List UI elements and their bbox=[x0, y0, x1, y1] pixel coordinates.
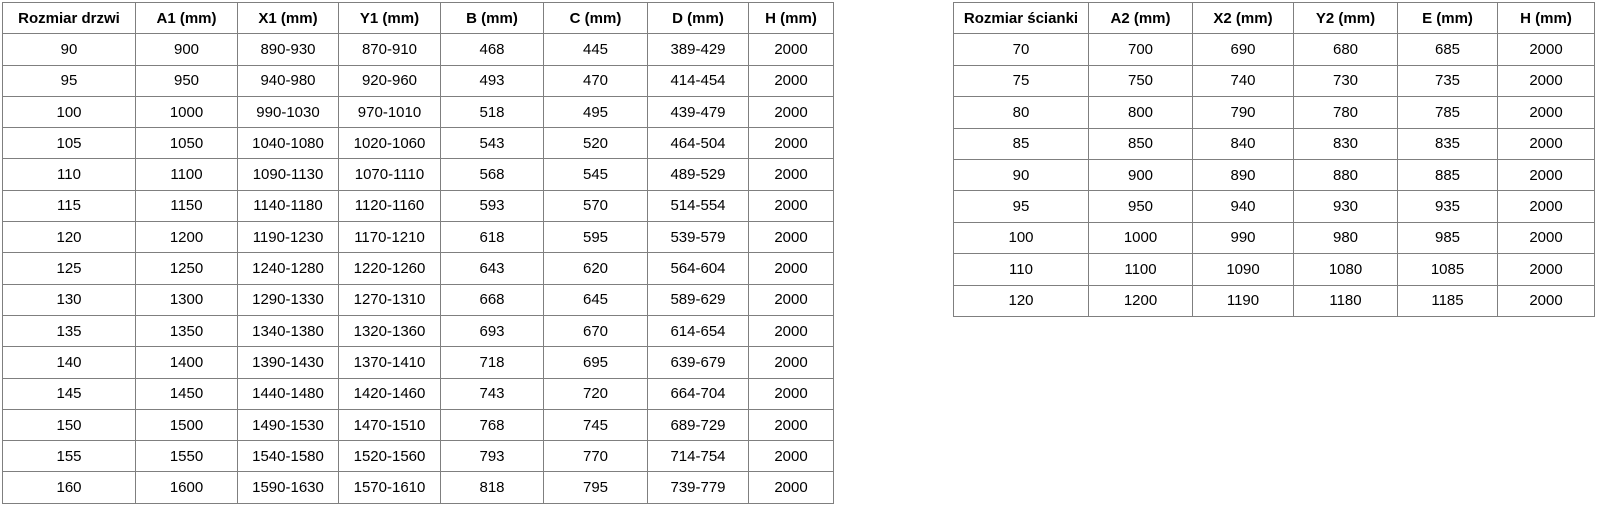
table-cell: 970-1010 bbox=[339, 96, 441, 127]
table-cell: 1470-1510 bbox=[339, 409, 441, 440]
table-row bbox=[3, 222, 834, 253]
table-cell: 940 bbox=[1193, 191, 1294, 222]
table-cell: 670 bbox=[544, 315, 648, 346]
table-cell: 1400 bbox=[136, 347, 238, 378]
table-cell: 818 bbox=[441, 472, 544, 503]
table-row bbox=[954, 191, 1595, 222]
table-cell: 2000 bbox=[1498, 285, 1595, 316]
table-cell: 1100 bbox=[1089, 254, 1193, 285]
table-cell: 618 bbox=[441, 222, 544, 253]
table-row bbox=[3, 34, 834, 65]
table-cell: 140 bbox=[3, 347, 136, 378]
table-cell: 718 bbox=[441, 347, 544, 378]
column-header: E (mm) bbox=[1398, 3, 1498, 34]
table-cell: 689-729 bbox=[648, 409, 749, 440]
table-cell: 793 bbox=[441, 441, 544, 472]
table-cell: 1250 bbox=[136, 253, 238, 284]
table-cell: 1200 bbox=[136, 222, 238, 253]
table-cell: 785 bbox=[1398, 97, 1498, 128]
table-cell: 520 bbox=[544, 128, 648, 159]
column-header: A1 (mm) bbox=[136, 3, 238, 34]
table-cell: 1070-1110 bbox=[339, 159, 441, 190]
table-cell: 900 bbox=[1089, 159, 1193, 190]
table-cell: 2000 bbox=[749, 96, 834, 127]
table-cell: 2000 bbox=[749, 284, 834, 315]
table-cell: 155 bbox=[3, 441, 136, 472]
table-cell: 115 bbox=[3, 190, 136, 221]
table-cell: 1570-1610 bbox=[339, 472, 441, 503]
column-header: Y2 (mm) bbox=[1294, 3, 1398, 34]
table-cell: 1020-1060 bbox=[339, 128, 441, 159]
table-cell: 2000 bbox=[749, 472, 834, 503]
table-cell: 1450 bbox=[136, 378, 238, 409]
table-cell: 589-629 bbox=[648, 284, 749, 315]
table-row bbox=[954, 65, 1595, 96]
table-cell: 1050 bbox=[136, 128, 238, 159]
table-row bbox=[3, 472, 834, 503]
table-cell: 1440-1480 bbox=[238, 378, 339, 409]
table-cell: 885 bbox=[1398, 159, 1498, 190]
table-cell: 145 bbox=[3, 378, 136, 409]
column-header: H (mm) bbox=[1498, 3, 1595, 34]
table-cell: 1100 bbox=[136, 159, 238, 190]
table-cell: 890 bbox=[1193, 159, 1294, 190]
table-row bbox=[3, 65, 834, 96]
table-row bbox=[3, 409, 834, 440]
table-cell: 95 bbox=[3, 65, 136, 96]
table-cell: 685 bbox=[1398, 34, 1498, 65]
table-cell: 850 bbox=[1089, 128, 1193, 159]
table-row bbox=[3, 96, 834, 127]
table-cell: 135 bbox=[3, 315, 136, 346]
table-cell: 120 bbox=[954, 285, 1089, 316]
table-cell: 770 bbox=[544, 441, 648, 472]
table-cell: 1320-1360 bbox=[339, 315, 441, 346]
table-cell: 1340-1380 bbox=[238, 315, 339, 346]
table-row bbox=[3, 315, 834, 346]
table-cell: 1300 bbox=[136, 284, 238, 315]
table-cell: 75 bbox=[954, 65, 1089, 96]
table-cell: 90 bbox=[3, 34, 136, 65]
table-cell: 545 bbox=[544, 159, 648, 190]
table-row bbox=[3, 378, 834, 409]
table-cell: 730 bbox=[1294, 65, 1398, 96]
table-cell: 740 bbox=[1193, 65, 1294, 96]
table-cell: 990-1030 bbox=[238, 96, 339, 127]
table-cell: 1500 bbox=[136, 409, 238, 440]
table-cell: 160 bbox=[3, 472, 136, 503]
table-cell: 920-960 bbox=[339, 65, 441, 96]
table-cell: 2000 bbox=[1498, 97, 1595, 128]
table-cell: 2000 bbox=[749, 222, 834, 253]
column-header: D (mm) bbox=[648, 3, 749, 34]
table-row bbox=[954, 159, 1595, 190]
table-cell: 930 bbox=[1294, 191, 1398, 222]
table-cell: 1290-1330 bbox=[238, 284, 339, 315]
table-cell: 720 bbox=[544, 378, 648, 409]
column-header: X2 (mm) bbox=[1193, 3, 1294, 34]
table-cell: 1520-1560 bbox=[339, 441, 441, 472]
table-cell: 539-579 bbox=[648, 222, 749, 253]
table-cell: 620 bbox=[544, 253, 648, 284]
table-cell: 835 bbox=[1398, 128, 1498, 159]
table-cell: 125 bbox=[3, 253, 136, 284]
table-row bbox=[954, 254, 1595, 285]
table-cell: 2000 bbox=[1498, 34, 1595, 65]
table-cell: 695 bbox=[544, 347, 648, 378]
table-cell: 414-454 bbox=[648, 65, 749, 96]
table-row bbox=[954, 128, 1595, 159]
table-cell: 120 bbox=[3, 222, 136, 253]
table-cell: 2000 bbox=[1498, 128, 1595, 159]
table-cell: 614-654 bbox=[648, 315, 749, 346]
column-header: H (mm) bbox=[749, 3, 834, 34]
table-cell: 543 bbox=[441, 128, 544, 159]
table-cell: 1150 bbox=[136, 190, 238, 221]
table-cell: 568 bbox=[441, 159, 544, 190]
table-cell: 840 bbox=[1193, 128, 1294, 159]
table-cell: 714-754 bbox=[648, 441, 749, 472]
table-cell: 1540-1580 bbox=[238, 441, 339, 472]
table-cell: 2000 bbox=[749, 34, 834, 65]
table-cell: 470 bbox=[544, 65, 648, 96]
column-header: A2 (mm) bbox=[1089, 3, 1193, 34]
table-cell: 1490-1530 bbox=[238, 409, 339, 440]
column-header: X1 (mm) bbox=[238, 3, 339, 34]
table-cell: 2000 bbox=[749, 159, 834, 190]
table-cell: 830 bbox=[1294, 128, 1398, 159]
table-cell: 639-679 bbox=[648, 347, 749, 378]
table-cell: 445 bbox=[544, 34, 648, 65]
table-row bbox=[3, 253, 834, 284]
table-cell: 110 bbox=[954, 254, 1089, 285]
table-cell: 110 bbox=[3, 159, 136, 190]
table-cell: 2000 bbox=[749, 409, 834, 440]
table-cell: 940-980 bbox=[238, 65, 339, 96]
table-cell: 900 bbox=[136, 34, 238, 65]
table-cell: 95 bbox=[954, 191, 1089, 222]
table-cell: 1000 bbox=[136, 96, 238, 127]
table-cell: 1600 bbox=[136, 472, 238, 503]
door-size-table bbox=[2, 2, 834, 504]
table-cell: 1140-1180 bbox=[238, 190, 339, 221]
table-cell: 1190-1230 bbox=[238, 222, 339, 253]
table-cell: 1085 bbox=[1398, 254, 1498, 285]
table-cell: 1000 bbox=[1089, 222, 1193, 253]
table-cell: 645 bbox=[544, 284, 648, 315]
table-cell: 750 bbox=[1089, 65, 1193, 96]
table-cell: 780 bbox=[1294, 97, 1398, 128]
column-header: C (mm) bbox=[544, 3, 648, 34]
table-cell: 80 bbox=[954, 97, 1089, 128]
table-cell: 690 bbox=[1193, 34, 1294, 65]
table-cell: 743 bbox=[441, 378, 544, 409]
table-cell: 2000 bbox=[1498, 254, 1595, 285]
table-cell: 2000 bbox=[749, 190, 834, 221]
table-cell: 2000 bbox=[1498, 65, 1595, 96]
table-cell: 518 bbox=[441, 96, 544, 127]
table-cell: 150 bbox=[3, 409, 136, 440]
table-cell: 693 bbox=[441, 315, 544, 346]
table-cell: 700 bbox=[1089, 34, 1193, 65]
table-cell: 935 bbox=[1398, 191, 1498, 222]
table-cell: 2000 bbox=[749, 315, 834, 346]
table-row bbox=[954, 97, 1595, 128]
header-row bbox=[3, 3, 834, 34]
wall-size-table bbox=[953, 2, 1595, 317]
table-cell: 100 bbox=[3, 96, 136, 127]
table-cell: 468 bbox=[441, 34, 544, 65]
table-row bbox=[954, 285, 1595, 316]
table-cell: 2000 bbox=[1498, 222, 1595, 253]
table-row bbox=[3, 347, 834, 378]
table-cell: 1090-1130 bbox=[238, 159, 339, 190]
table-cell: 1370-1410 bbox=[339, 347, 441, 378]
table-cell: 1180 bbox=[1294, 285, 1398, 316]
table-cell: 1390-1430 bbox=[238, 347, 339, 378]
table-cell: 735 bbox=[1398, 65, 1498, 96]
table-cell: 593 bbox=[441, 190, 544, 221]
table-cell: 1590-1630 bbox=[238, 472, 339, 503]
table-cell: 1185 bbox=[1398, 285, 1498, 316]
table-cell: 1090 bbox=[1193, 254, 1294, 285]
column-header: Rozmiar ścianki bbox=[954, 3, 1089, 34]
table-cell: 1350 bbox=[136, 315, 238, 346]
table-cell: 880 bbox=[1294, 159, 1398, 190]
table-cell: 495 bbox=[544, 96, 648, 127]
table-cell: 745 bbox=[544, 409, 648, 440]
column-header: Rozmiar drzwi bbox=[3, 3, 136, 34]
table-cell: 570 bbox=[544, 190, 648, 221]
column-header: B (mm) bbox=[441, 3, 544, 34]
table-row bbox=[3, 441, 834, 472]
table-cell: 439-479 bbox=[648, 96, 749, 127]
table-cell: 2000 bbox=[1498, 159, 1595, 190]
table-cell: 1190 bbox=[1193, 285, 1294, 316]
table-cell: 1550 bbox=[136, 441, 238, 472]
table-row bbox=[954, 34, 1595, 65]
table-cell: 790 bbox=[1193, 97, 1294, 128]
table-cell: 985 bbox=[1398, 222, 1498, 253]
table-cell: 980 bbox=[1294, 222, 1398, 253]
table-cell: 130 bbox=[3, 284, 136, 315]
table-cell: 950 bbox=[136, 65, 238, 96]
table-cell: 70 bbox=[954, 34, 1089, 65]
table-cell: 664-704 bbox=[648, 378, 749, 409]
table-cell: 2000 bbox=[1498, 191, 1595, 222]
table-cell: 90 bbox=[954, 159, 1089, 190]
table-cell: 739-779 bbox=[648, 472, 749, 503]
table-cell: 100 bbox=[954, 222, 1089, 253]
table-cell: 493 bbox=[441, 65, 544, 96]
header-row bbox=[954, 3, 1595, 34]
table-cell: 489-529 bbox=[648, 159, 749, 190]
table-cell: 564-604 bbox=[648, 253, 749, 284]
table-cell: 643 bbox=[441, 253, 544, 284]
table-cell: 2000 bbox=[749, 253, 834, 284]
table-cell: 2000 bbox=[749, 441, 834, 472]
table-cell: 1120-1160 bbox=[339, 190, 441, 221]
table-cell: 795 bbox=[544, 472, 648, 503]
table-cell: 870-910 bbox=[339, 34, 441, 65]
table-cell: 1170-1210 bbox=[339, 222, 441, 253]
table-cell: 2000 bbox=[749, 378, 834, 409]
table-row bbox=[954, 222, 1595, 253]
table-cell: 1220-1260 bbox=[339, 253, 441, 284]
table-cell: 2000 bbox=[749, 128, 834, 159]
table-cell: 2000 bbox=[749, 65, 834, 96]
table-row bbox=[3, 128, 834, 159]
table-cell: 2000 bbox=[749, 347, 834, 378]
table-cell: 768 bbox=[441, 409, 544, 440]
table-cell: 1240-1280 bbox=[238, 253, 339, 284]
table-cell: 668 bbox=[441, 284, 544, 315]
table-row bbox=[3, 284, 834, 315]
table-cell: 1080 bbox=[1294, 254, 1398, 285]
table-cell: 800 bbox=[1089, 97, 1193, 128]
table-cell: 595 bbox=[544, 222, 648, 253]
table-cell: 890-930 bbox=[238, 34, 339, 65]
table-cell: 1040-1080 bbox=[238, 128, 339, 159]
table-cell: 1270-1310 bbox=[339, 284, 441, 315]
table-cell: 514-554 bbox=[648, 190, 749, 221]
table-cell: 464-504 bbox=[648, 128, 749, 159]
column-header: Y1 (mm) bbox=[339, 3, 441, 34]
table-cell: 680 bbox=[1294, 34, 1398, 65]
table-row bbox=[3, 159, 834, 190]
table-cell: 105 bbox=[3, 128, 136, 159]
table-cell: 950 bbox=[1089, 191, 1193, 222]
table-cell: 85 bbox=[954, 128, 1089, 159]
table-cell: 1420-1460 bbox=[339, 378, 441, 409]
table-cell: 990 bbox=[1193, 222, 1294, 253]
table-cell: 389-429 bbox=[648, 34, 749, 65]
table-row bbox=[3, 190, 834, 221]
table-cell: 1200 bbox=[1089, 285, 1193, 316]
